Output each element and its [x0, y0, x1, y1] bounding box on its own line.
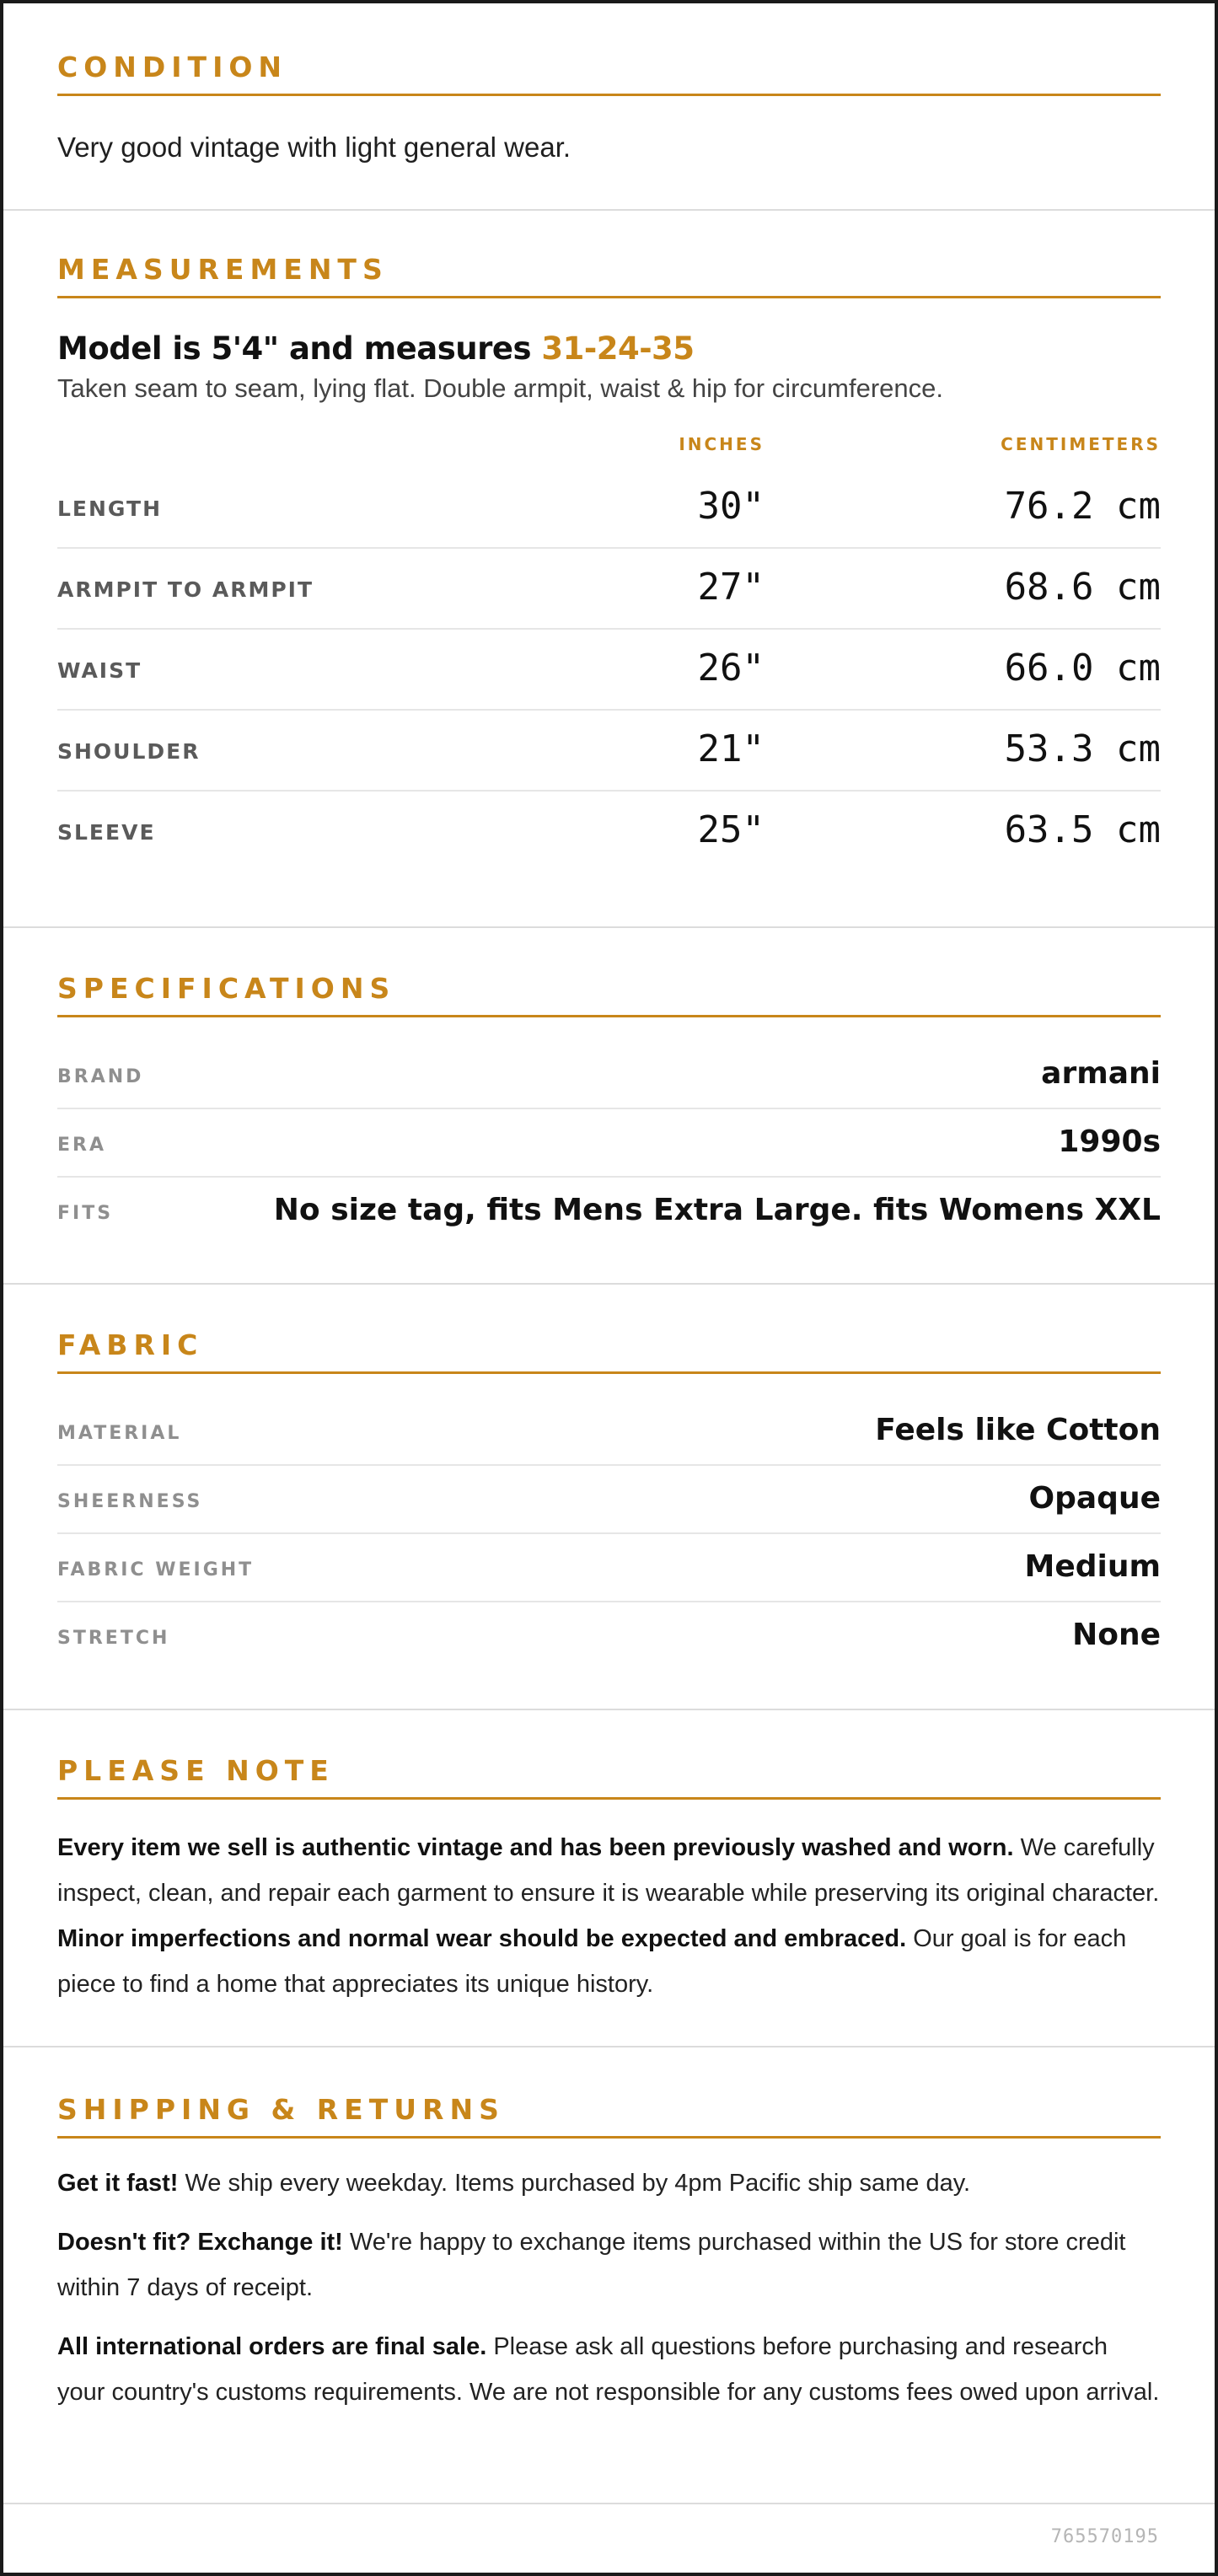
- fabric-list: [57, 1398, 1161, 1671]
- shipping-returns-title: SHIPPING & RETURNS: [57, 2093, 1161, 2139]
- shipping-bold: Get it fast!: [57, 2170, 179, 2197]
- measurements-title: MEASUREMENTS: [57, 253, 1161, 298]
- spec-label: FITS: [57, 1203, 114, 1224]
- model-prefix: Model is 5'4" and measures: [57, 330, 542, 367]
- measurement-cm: 53.3 cm: [1004, 727, 1161, 770]
- fabric-label: FABRIC WEIGHT: [57, 1559, 255, 1580]
- spec-value: 1990s: [1058, 1124, 1161, 1159]
- shipping-paragraph-fast: [57, 2160, 1161, 2206]
- measurement-cm: 68.6 cm: [1004, 566, 1161, 609]
- measurement-inches: 26": [697, 647, 765, 690]
- shipping-paragraph-international: [57, 2324, 1161, 2415]
- measurements-table: [57, 468, 1161, 872]
- fabric-label: STRETCH: [57, 1628, 170, 1649]
- measurement-inches: 25": [697, 808, 765, 851]
- spec-value: armani: [1041, 1056, 1161, 1091]
- spec-row-brand: [57, 1041, 1161, 1109]
- shipping-text: We ship every weekday. Items purchased by 4pm Pacific ship same day.: [178, 2170, 971, 2197]
- fabric-value: Opaque: [1028, 1481, 1161, 1516]
- fabric-row-material: [57, 1398, 1161, 1466]
- fabric-row-stretch: [57, 1602, 1161, 1671]
- please-note-section: [3, 1710, 1215, 2047]
- measurement-cm: 66.0 cm: [1004, 647, 1161, 690]
- fabric-value: Medium: [1024, 1549, 1161, 1584]
- spec-row-era: [57, 1109, 1161, 1178]
- measurement-inches: 30": [697, 485, 765, 528]
- measurement-inches: 27": [697, 566, 765, 609]
- shipping-returns-section: [3, 2047, 1215, 2504]
- measurement-label: WAIST: [57, 658, 142, 683]
- fabric-label: MATERIAL: [57, 1423, 182, 1444]
- condition-text: Very good vintage with light general wear.: [57, 131, 571, 163]
- fabric-row-weight: [57, 1534, 1161, 1602]
- measurements-header: [57, 434, 1161, 468]
- measurement-row-shoulder: [57, 711, 1161, 792]
- item-id: 765570195: [1050, 2526, 1159, 2547]
- inches-column-header: INCHES: [679, 434, 765, 454]
- measurement-cm: 63.5 cm: [1004, 808, 1161, 851]
- note-bold-1: Every item we sell is authentic vintage and has been previously washed and worn.: [57, 1834, 1014, 1861]
- specifications-section: [3, 928, 1215, 1285]
- specifications-title: SPECIFICATIONS: [57, 972, 1161, 1017]
- measurement-label: SHOULDER: [57, 739, 201, 764]
- note-text-2: Our goal is for each piece to find a home that appreciates its unique history.: [57, 1925, 1127, 1998]
- measurement-cm: 76.2 cm: [1004, 485, 1161, 528]
- shipping-bold: All international orders are final sale.: [57, 2333, 487, 2360]
- please-note-title: PLEASE NOTE: [57, 1754, 1161, 1800]
- please-note-text: [57, 1825, 1161, 2007]
- specifications-list: [57, 1041, 1161, 1246]
- condition-section: [3, 3, 1215, 211]
- shipping-bold: Doesn't fit? Exchange it!: [57, 2229, 343, 2256]
- measurement-row-waist: [57, 630, 1161, 711]
- fabric-title: FABRIC: [57, 1328, 1161, 1374]
- note-text-1: We carefully inspect, clean, and repair each garment to ensure it is wearable while preserving its original character.: [57, 1834, 1160, 1907]
- model-measures-line: [57, 330, 1161, 367]
- spec-label: ERA: [57, 1135, 106, 1156]
- spec-row-fits: [57, 1178, 1161, 1246]
- condition-title: CONDITION: [57, 51, 1161, 96]
- measurement-label: LENGTH: [57, 496, 162, 521]
- fabric-label: SHEERNESS: [57, 1491, 203, 1512]
- fabric-value: Feels like Cotton: [875, 1413, 1161, 1447]
- model-measures-value: 31-24-35: [541, 330, 695, 367]
- measurement-row-armpit: [57, 549, 1161, 630]
- measurements-section: [3, 211, 1215, 928]
- measurement-label: ARMPIT TO ARMPIT: [57, 577, 314, 602]
- fabric-value: None: [1072, 1618, 1161, 1652]
- note-bold-2: Minor imperfections and normal wear should be expected and embraced.: [57, 1925, 907, 1952]
- fabric-row-sheerness: [57, 1466, 1161, 1534]
- fabric-section: [3, 1285, 1215, 1710]
- spec-label: BRAND: [57, 1066, 144, 1087]
- measurements-subtitle: Taken seam to seam, lying flat. Double armpit, waist & hip for circumference.: [57, 373, 943, 403]
- shipping-text: We're happy to exchange items purchased within the US for store credit within 7 days of receipt.: [57, 2229, 1126, 2301]
- centimeters-column-header: CENTIMETERS: [1001, 434, 1161, 454]
- shipping-paragraph-exchange: [57, 2219, 1161, 2310]
- measurement-row-length: [57, 468, 1161, 549]
- measurement-row-sleeve: [57, 792, 1161, 872]
- measurement-inches: 21": [697, 727, 765, 770]
- shipping-text: Please ask all questions before purchasing and research your country's customs requirements. We are not responsible for any customs fees owed upon arrival.: [57, 2333, 1160, 2406]
- measurement-label: SLEEVE: [57, 820, 156, 845]
- spec-value: No size tag, fits Mens Extra Large. fits Womens XXL: [273, 1193, 1161, 1227]
